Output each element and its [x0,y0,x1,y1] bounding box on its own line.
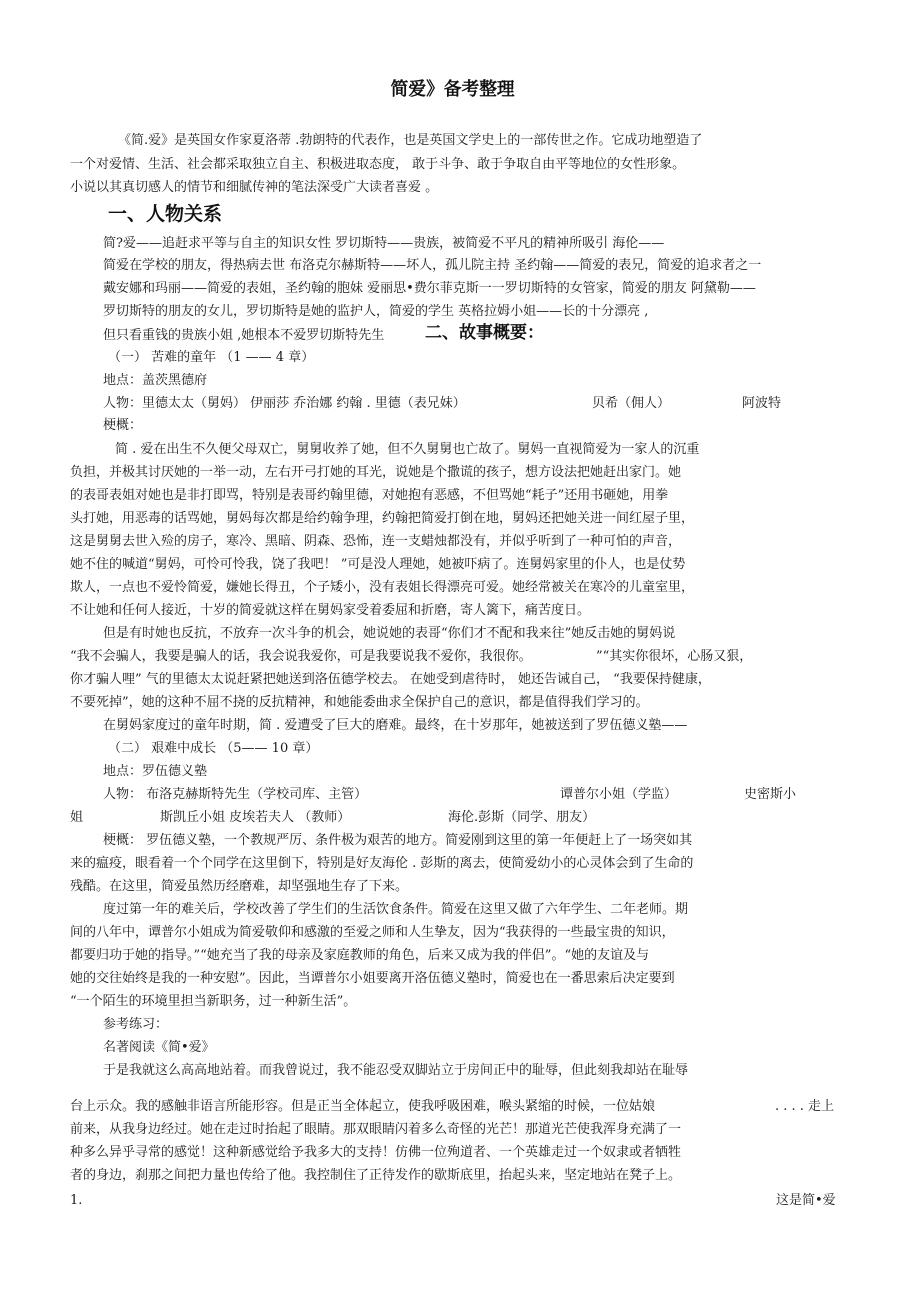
part1-people-servant: 贝希（佣人） [592,396,671,411]
part2-body-line: 她的交往始终是我的一种安慰”。因此，当谭普尔小姐要离开洛伍德义塾时，简爱也在一番思索后决定要到 [70,971,675,986]
practice-body-line: 前来，从我身边经过。她在走过时抬起了眼睛。那双眼睛闪着多么奇怪的光芒！那道光芒使我浑身充满了一 [70,1122,682,1137]
part2-people: 人物： 布洛克赫斯特先生（学校司库、主管） [103,787,368,802]
section-heading-story: 二、故事概要： [425,323,544,343]
part1-body-line: 在舅妈家度过的童年时期，简 . 爱遭受了巨大的磨难。最终，在十岁那年，她被送到了罗伍德义塾—— [103,718,688,733]
part2-body-line: 来的瘟疫，眼看着一个个同学在这里倒下，特别是好友海伦 . 彭斯的离去，使简爱幼小的心灵体会到了生命的 [70,856,694,871]
practice-body-line: 台上示众。我的感触非语言所能形容。但是正当全体起立，使我呼吸困难，喉头紧缩的时候，一位姑娘 [70,1099,656,1114]
intro-line-3: 小说以其真切感人的情节和细腻传神的笔法深受广大读者喜爱 。 [70,180,439,195]
practice-body-line: 于是我就这么高高地站着。而我曾说过，我不能忍受双脚站立于房间正中的耻辱，但此刻我却站在耻辱 [103,1063,689,1078]
part1-summary-label: 梗概： [103,418,143,433]
practice-body-line: 者的身边，刹那之间把力量也传给了他。我控制住了正待发作的歇斯底里，抬起头来，坚定地站在凳子上。 [70,1168,682,1183]
part1-body-line: 的表哥表姐对她也是非打即骂，特别是表哥约翰里德，对她抱有恶感，不但骂她“耗子”还用书砸她，用拳 [70,488,669,503]
part1-body-line: 她不住的喊道“舅妈，可怜可怜我，饶了我吧！ ”可是没人理她，她被吓病了。连舅妈家里的仆人，也是仗势 [70,557,686,572]
part1-body-line: 简 . 爱在出生不久便父母双亡，舅舅收养了她，但不久舅舅也亡故了。舅妈一直视简爱为一家人的沉重 [115,442,700,457]
part2-body-line: 都要归功于她的指导。”“她充当了我的母亲及家庭教师的角色，后来又成为我的伴侣”。“她的友谊及与 [70,948,650,963]
question-text: 这是简•爱 [776,1193,836,1208]
section-heading-characters: 一、人物关系 [108,203,223,225]
characters-line: 简?爱——追赶求平等与自主的知识女性 罗切斯特——贵族，被简爱不平凡的精神所吸引 海伦—— [103,236,665,251]
part1-people: 人物：里德太太（舅妈） 伊丽莎 乔治娜 约翰 . 里德（表兄妹） [103,396,466,411]
intro-line-2: 一个对爱情、生活、社会都采取独立自主、积极进取态度， 敢于斗争、敢于争取自由平等地位的女性形象。 [70,157,686,172]
characters-line: 简爱在学校的朋友，得热病去世 布洛克尔赫斯特——坏人，孤儿院主持 圣约翰——简爱的表兄，简爱的追求者之一 [103,258,762,273]
part1-body-line: 不让她和任何人接近，十岁的简爱就这样在舅妈家受着委屈和折磨，寄人篱下，痛苦度日。 [70,603,591,618]
practice-label: 参考练习： [103,1017,169,1032]
part1-body-line: 不要死掉”，她的这种不屈不挠的反抗精神，和她能委曲求全保护自己的意识，都是值得我们学习的。 [70,695,649,710]
part1-body-line: 你才骗人哩” 气的里德太太说赶紧把她送到洛伍德学校去。 在她受到虐待时， 她还告诫自己， “我要保持健康， [70,672,711,687]
part2-body-line: 梗概： 罗伍德义塾，一个教规严厉、条件极为艰苦的地方。简爱刚到这里的第一年便赶上了一场突如其 [103,833,693,848]
part2-title: （二） 艰难中成长 （5—— 10 章） [108,741,319,756]
part2-body-line: 间的八年中，谭普尔小姐成为简爱敬仰和感激的至爱之师和人生挚友，因为“我获得的一些最宝贵的知识， [70,925,675,940]
practice-body-line: 种多么异乎寻常的感觉！这种新感觉给予我多大的支持！仿佛一位殉道者、一个英雄走过一个奴隶或者牺牲 [70,1145,682,1160]
part1-body-line: “我不会骗人，我要是骗人的话，我会说我爱你，可是我要说我不爱你，我很你。 [70,649,532,664]
page-title: 简爱》备考整理 [390,79,515,100]
part2-people-teachers: 斯凯丘小姐 皮埃若夫人 （教师） [160,810,351,825]
intro-line-1: 《简.爱》是英国女作家夏洛蒂 .勃朗特的代表作，也是英国文学史上的一部传世之作。它成功地塑造了 [118,133,703,148]
part2-body-line: 度过第一年的难关后，学校改善了学生们的生活饮食条件。简爱在这里又做了六年学生、二年老师。期 [103,902,689,917]
part1-body-line: 头打她，用恶毒的话骂她，舅妈每次都是给约翰争理，约翰把简爱打倒在地，舅妈还把她关进一间红屋子里， [70,511,695,526]
part1-people-abbot: 阿波特 [742,396,782,411]
question-number: 1. [70,1193,83,1208]
part1-body-line: 负担，并极其讨厌她的一举一动，左右开弓打她的耳光，说她是个撒谎的孩子，想方设法把她赶出家门。她 [70,465,682,480]
practice-subtitle: 名著阅读《简•爱》 [103,1040,215,1055]
characters-line: 但只看重钱的贵族小姐 ,她根本不爱罗切斯特先生 [103,328,385,343]
part2-people-helen: 海伦.彭斯（同学、朋友） [448,810,596,825]
part1-place: 地点：盖茨黑德府 [103,373,208,388]
characters-line: 罗切斯特的朋友的女儿，罗切斯特是她的监护人，简爱的学生 英格拉姆小姐——长的十分漂亮 , [103,304,649,319]
characters-line: 戴安娜和玛丽——简爱的表姐，圣约翰的胞妹 爱丽思•费尔菲克斯一一罗切斯特的女管家，简爱的朋友 阿黛勒—— [103,281,756,296]
part2-body-line: 残酷。在这里，简爱虽然历经磨难，却坚强地生存了下来。 [70,879,409,894]
part1-body-line: ”“其实你很坏，心肠又狠， [596,649,753,664]
part2-body-line: “一个陌生的环境里担当新职务，过一种新生活”。 [70,994,357,1009]
part2-people-smith-end: 姐 [70,810,84,825]
part1-body-line: 欺人，一点也不爱怜简爱，嫌她长得丑，个子矮小，没有表姐长得漂亮可爱。她经常被关在寒冷的儿童室里， [70,580,695,595]
part1-body-line: 这是舅舅去世入殓的房子，寒冷、黑暗、阴森、恐怖，连一支蜡烛都没有，并似乎听到了一种可怕的声音， [70,534,682,549]
part1-body-line: 但是有时她也反抗，不放弃一次斗争的机会，她说她的表哥“你们才不配和我来往”她反击她的舅妈说 [103,626,676,641]
practice-body-ellipsis: . . . . 走上 [775,1099,835,1114]
part2-place: 地点：罗伍德义塾 [103,764,208,779]
part2-people-smith: 史密斯小 [744,787,797,802]
part1-title: （一） 苦难的童年 （1 —— 4 章） [108,350,315,365]
part2-people-supervisor: 谭普尔小姐（学监） [560,787,678,802]
